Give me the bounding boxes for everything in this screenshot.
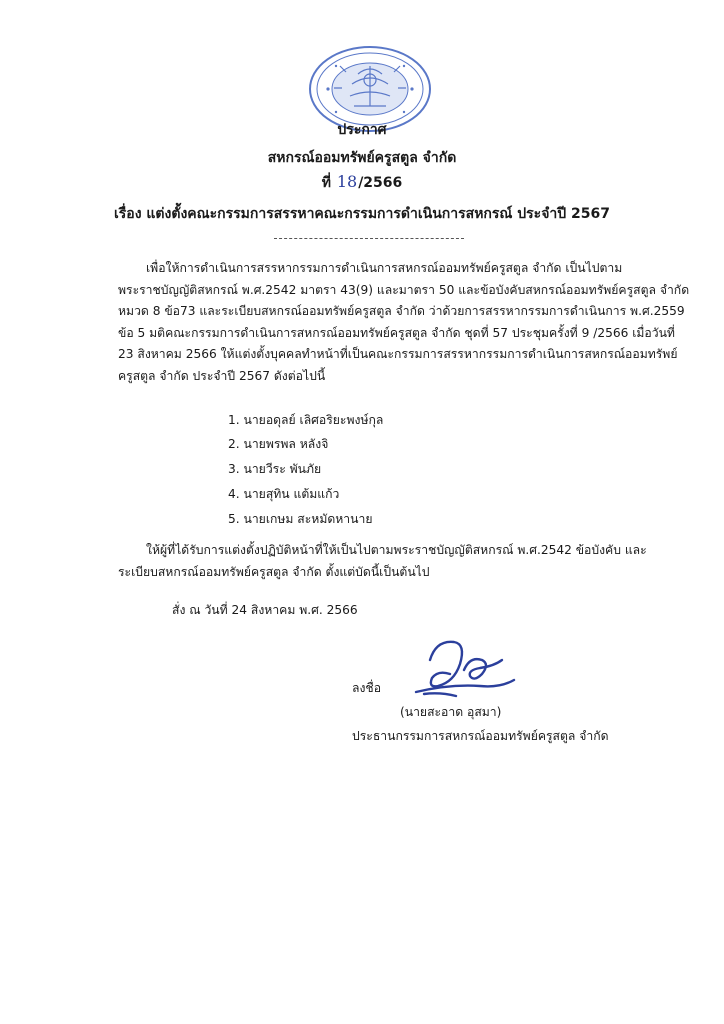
member-item: 3. นายวีระ พันภัย bbox=[228, 462, 322, 476]
paragraph-line: ให้ผู้ที่ได้รับการแต่งตั้งปฏิบัติหน้าที่ให้เป็นไปตามพระราชบัญญัติสหกรณ์ พ.ศ.2542 ข้อบังคับ และ bbox=[146, 543, 647, 557]
document-subject: เรื่อง แต่งตั้งคณะกรรมการสรรหาคณะกรรมการดำเนินการสหกรณ์ ประจำปี 2567 bbox=[113, 206, 610, 222]
document-title: ประกาศ bbox=[337, 122, 387, 138]
sign-label: ลงชื่อ bbox=[352, 681, 382, 695]
handwritten-signature bbox=[410, 630, 520, 702]
paragraph-line: เพื่อให้การดำเนินการสรรหากรรมการดำเนินการสหกรณ์ออมทรัพย์ครูสตูล จำกัด เป็นไปตาม bbox=[146, 261, 623, 275]
paragraph-line: ระเบียบสหกรณ์ออมทรัพย์ครูสตูล จำกัด ตั้งแต่บัดนี้เป็นต้นไป bbox=[118, 564, 430, 579]
member-item: 4. นายสุทิน แต้มแก้ว bbox=[228, 487, 340, 501]
paragraph-line: ครูสตูล จำกัด ประจำปี 2567 ดังต่อไปนี้ bbox=[118, 368, 326, 383]
document-number-handwritten: 18 bbox=[336, 172, 358, 191]
signer-position: ประธานกรรมการสหกรณ์ออมทรัพย์ครูสตูล จำกัด bbox=[352, 729, 609, 743]
paragraph-line: ข้อ 5 มติคณะกรรมการดำเนินการสหกรณ์ออมทรัพย์ครูสตูล จำกัด ชุดที่ 57 ประชุมครั้งที่ 9 /2566 เมื่อวันที่ bbox=[118, 325, 675, 340]
member-item: 1. นายอดุลย์ เลิศอริยะพงษ์กุล bbox=[228, 413, 384, 427]
order-date: สั่ง ณ วันที่ 24 สิงหาคม พ.ศ. 2566 bbox=[172, 603, 358, 617]
document-number-suffix: /2566 bbox=[358, 175, 403, 191]
paragraph-line: หมวด 8 ข้อ73 และระเบียบสหกรณ์ออมทรัพย์ครูสตูล จำกัด ว่าด้วยการสรรหากรรมการดำเนินการ พ.ศ.2559 bbox=[118, 304, 685, 318]
paragraph-line: 23 สิงหาคม 2566 ให้แต่งตั้งบุคคลทำหน้าที่เป็นคณะกรรมการสรรหากรรมการดำเนินการสหกรณ์ออมทรัพย์ bbox=[118, 347, 678, 361]
member-item: 2. นายพรพล หลังจิ bbox=[228, 437, 329, 451]
divider bbox=[274, 238, 464, 239]
paragraph-duties bbox=[118, 540, 658, 583]
paragraph-appointment bbox=[118, 258, 690, 387]
document-number bbox=[0, 172, 724, 193]
member-item: 5. นายเกษม สะหมัดหานาย bbox=[228, 512, 373, 526]
document-number-prefix: ที่ bbox=[321, 175, 331, 191]
signer-name: (นายสะอาด อุสมา) bbox=[400, 705, 502, 719]
paragraph-line: พระราชบัญญัติสหกรณ์ พ.ศ.2542 มาตรา 43(9) และมาตรา 50 และข้อบังคับสหกรณ์ออมทรัพย์ครูสตูล จำกัด bbox=[118, 282, 690, 297]
organization-name: สหกรณ์ออมทรัพย์ครูสตูล จำกัด bbox=[267, 150, 457, 166]
